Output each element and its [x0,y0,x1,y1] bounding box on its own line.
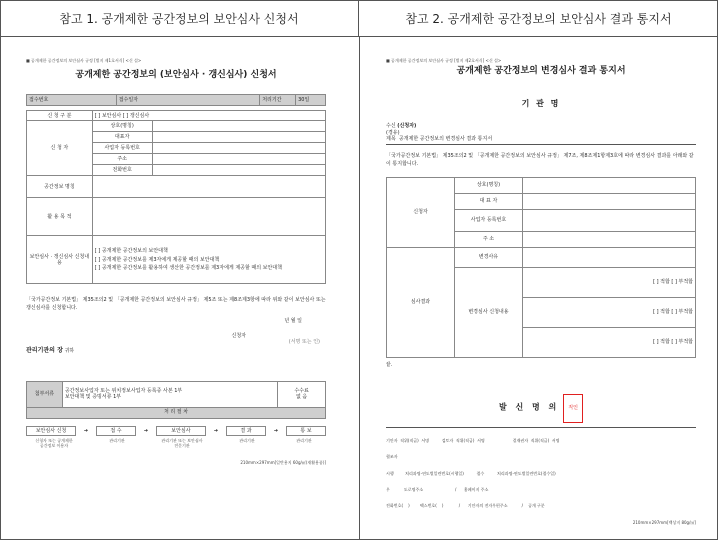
applicant-field: 대표자 [92,132,152,143]
type-label: 신 청 구 분 [27,111,93,121]
form-footer: 210mm×297mm[일반용지 60g/㎡(재활용품)] [240,459,326,465]
applicant-value [152,121,325,132]
to-label: 수신 [386,123,396,130]
step-sub: 신청자 또는 공개제한 공간정보 이용자 [35,437,73,448]
approval-block [386,427,696,520]
fee-value: 없 음 [295,394,308,400]
period-label: 처리기간 [260,95,296,106]
content-option: [ ] 공개제한 공간정보의 보안대책 [94,248,168,255]
content-label: 보안심사 · 갱신심사 신청내용 [27,236,93,284]
left-header: 참고 1. 공개제한 공간정보의 보안심사 신청서 [0,0,359,37]
column-divider [359,37,360,540]
subject-value: 공개제한 공간정보의 변경심사 결과 통지서 [398,135,493,142]
sender-line [386,394,696,422]
application-table [26,110,326,284]
statement: 「국가공간정보 기본법」 제35조의2 및 「공개제한 공간정보의 보안심사 규정」 제7조, 제8조제1항제3호에 따라 변경심사 결과를 아래와 같이 통지합니다. [386,153,694,167]
approval-row: 우 도로명주소 / 홈페이지 주소 [386,486,489,492]
sender: 발 신 명 의 [499,402,560,412]
seal-stamp: 직인 [563,394,583,422]
step-sub: 관리기관 [296,437,312,443]
purpose-value [92,198,325,236]
applicant-field: 주 소 [454,232,522,248]
approval-row: 시행 처리과명-연도별일련번호(시행일) 접수 처리과명-연도별일련번호(접수일) [386,470,556,476]
step-box: 보안심사 신청 [26,426,76,436]
applicant-value [522,232,695,248]
change-reason-value [522,248,695,268]
verdict-option: [ ] 적합 [ ] 부적합 [522,298,695,328]
change-content-label: 변경심사 신청내용 [454,268,522,358]
subject-line [386,136,696,145]
authority: 관리기관의 장 [26,347,63,354]
content-options [92,236,325,284]
result-notice-form [386,58,696,525]
applicant-value [152,154,325,165]
applicant-value [152,143,325,154]
form-footer: 210mm×297mm[백상지 80g/㎡] [632,520,696,526]
applicant-value [522,194,695,210]
step-sub: 관리기관 [239,437,255,443]
content-option: [ ] 공개제한 공간정보를 활용하여 생산한 공간정보를 제3자에게 제공할 때의 보안대책 [94,264,282,271]
content-option: [ ] 공개제한 공간정보를 제3자에게 제공할 때의 보안대책 [94,256,220,263]
right-header: 참고 2. 공개제한 공간정보의 보안심사 결과 통지서 [359,0,718,37]
attachment-table [26,381,326,419]
period-value: 30일 [296,95,326,106]
subject-label: 제목 [386,135,396,142]
applicant-field: 전화번호 [92,165,152,176]
arrow-icon: ➔ [273,427,279,434]
name-label: 공간정보 명칭 [27,176,93,198]
applicant-label: 신청자 [387,178,455,248]
type-options: [ ] 보안심사 [ ] 갱신심사 [92,111,325,121]
date-line: 년 월 일 [284,318,302,325]
applicant-sign: 신청자 [231,332,246,339]
step-box: 통 보 [286,426,326,436]
receipt-date-label: 접수일자 [116,95,260,106]
applicant-field: 상호(명칭) [454,178,522,194]
sign-note: (서명 또는 인) [288,338,320,345]
applicant-field: 사업자 등록번호 [92,143,152,154]
fee-cell [278,381,326,407]
form-title: 공개제한 공간정보의 (보안심사 · 갱신심사) 신청서 [75,70,277,80]
step-sub: 관리기관 [109,437,125,443]
receipt-no-label: 접수번호 [27,95,117,106]
step-sub: 관리기관 또는 보안심사 전문기관 [161,437,203,448]
verdict-option: [ ] 적합 [ ] 부적합 [522,268,695,298]
arrow-icon: ➔ [213,427,219,434]
arrow-icon: ➔ [143,427,149,434]
verdict-option: [ ] 적합 [ ] 부적합 [522,328,695,358]
approval-row: 기안자 직위(직급) 서명 검토자 직위(직급) 서명 결재권자 직위(직급) 서명 [386,438,560,444]
agency-name: 기 관 명 [521,99,561,109]
applicant-field: 주소 [92,154,152,165]
name-value [92,176,325,198]
end-mark: 끝. [386,362,393,368]
applicant-label: 신 청 자 [27,121,93,176]
procedure-title: 처 리 절 차 [27,407,326,418]
via-line: (경유) [386,129,400,136]
purpose-label: 활 용 목 적 [27,198,93,236]
application-form [26,58,326,465]
statement: 「국가공간정보 기본법」 제35조의2 및 「공개제한 공간정보의 보안심사 규정」 제5조 또는 제8조제3항에 따라 위와 같이 보안심사 또는 갱신심사를 신청합니다. [26,297,326,312]
applicant-value [152,132,325,143]
step-box: 접 수 [96,426,136,436]
receipt-table [26,94,326,106]
form-reference: ■ 공개제한 공간정보의 보안심사 규정 [별지 제2호서식] <신 설> [386,58,502,63]
procedure-subs [26,438,326,448]
change-reason-label: 변경사유 [454,248,522,268]
applicant-field: 사업자 등록번호 [454,210,522,232]
attach-text: 공간정보사업자 또는 위치정보사업자 등록증 사본 1부 보안대책 및 증빙서류 1부 [62,381,277,407]
form-reference: ■ 공개제한 공간정보의 보안심사 규정 [별지 제1호서식] <신 설> [26,58,142,63]
authority-line [26,347,326,355]
authority-suffix: 귀하 [62,348,75,354]
result-label: 심사결과 [387,248,455,358]
procedure-flow [26,426,326,436]
arrow-icon: ➔ [83,427,89,434]
to-value: (신청자) [397,123,417,130]
approval-row: 협조자 [386,454,398,460]
applicant-value [152,165,325,176]
applicant-field: 상호(명칭) [92,121,152,132]
applicant-field: 대 표 자 [454,194,522,210]
step-box: 보안심사 [156,426,206,436]
attach-label: 첨부서류 [27,381,63,407]
applicant-value [522,178,695,194]
applicant-value [522,210,695,232]
approval-row: 전화번호( ) 팩스번호( ) / 기안자의 전자우편주소 / 공개 구분 [386,502,545,508]
form-title: 공개제한 공간정보의 변경심사 결과 통지서 [456,66,626,76]
step-box: 결 과 [226,426,266,436]
fee-label: 수수료 [294,387,309,394]
result-table [386,177,696,358]
